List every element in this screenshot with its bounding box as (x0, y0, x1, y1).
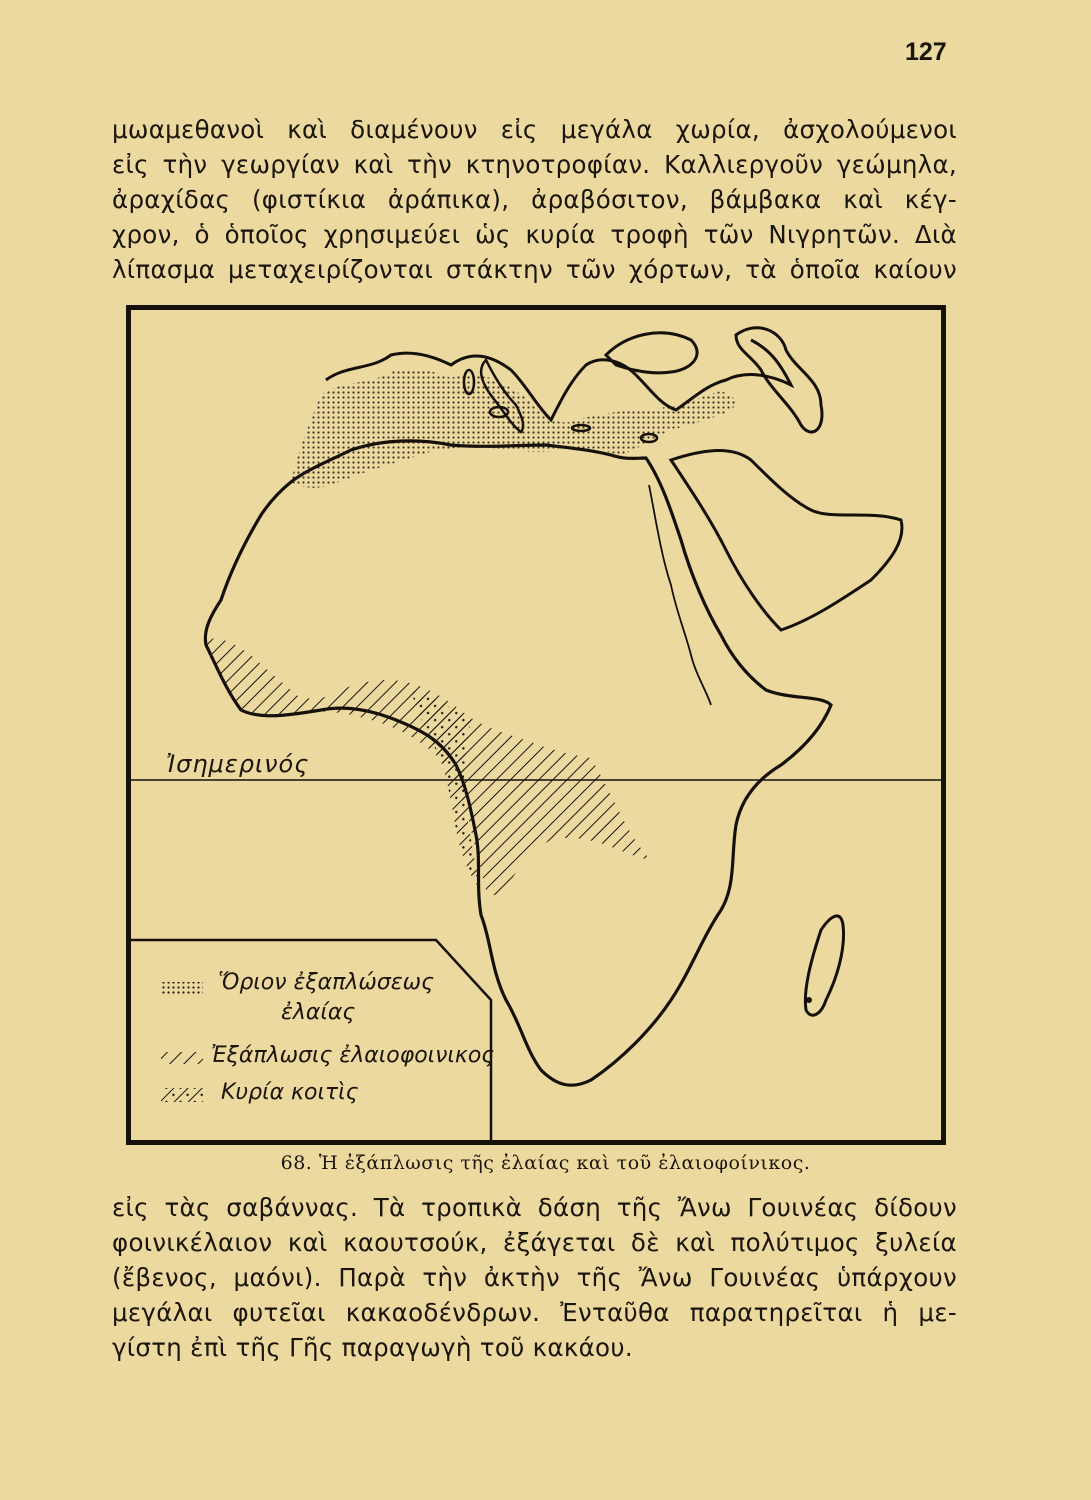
figure-caption: 68. Ἡ ἐξάπλωσις τῆς ἐλαίας καὶ τοῦ ἐλαιοφοίνικος. (280, 1152, 811, 1174)
legend-oil-palm: Ἐξάπλωσις ἐλαιοφοινικος (211, 1043, 495, 1068)
legend-main-habitat: Κυρία κοιτὶς (221, 1080, 359, 1105)
page-number: 127 (905, 38, 947, 66)
black-sea (606, 333, 697, 373)
legend-olive-limit-line1: Ὅριον ἐξαπλώσεως (218, 970, 435, 995)
text-line: γίστη ἐπὶ τῆς Γῆς παραγωγὴ τοῦ κακάου. (112, 1333, 633, 1362)
text-line: ἀραχίδας (φιστίκια ἀράπικα), ἀραβόσιτον, βάμβακα καὶ κέγ- (112, 185, 957, 214)
text-line: μεγάλαι φυτεῖαι κακαοδένδρων. Ἐνταῦθα παρατηρεῖται ἡ με- (112, 1298, 957, 1327)
text-line: χρον, ὁ ὁποῖος χρησιμεύει ὡς κυρία τροφὴ τῶν Νιγρητῶν. Διὰ (112, 220, 957, 249)
text-line: εἰς τὰς σαβάννας. Τὰ τροπικὰ δάση τῆς Ἄνω Γουινέας δίδουν (112, 1193, 957, 1222)
text-line: λίπασμα μεταχειρίζονται στάκτην τῶν χόρτων, τὰ ὁποῖα καίουν (112, 255, 957, 284)
legend-swatch-dots (161, 982, 203, 996)
equator-label: Ἰσημερινός (166, 750, 310, 778)
map-figure (126, 305, 946, 1145)
text-line: μωαμεθανοὶ καὶ διαμένουν εἰς μεγάλα χωρία, ἀσχολούμενοι (112, 115, 957, 144)
text-line: εἰς τὴν γεωργίαν καὶ τὴν κτηνοτροφίαν. Καλλιεργοῦν γεώμηλα, (112, 150, 957, 179)
olive-limit-area (291, 369, 735, 488)
top-paragraph (112, 112, 957, 287)
legend-olive-limit-line2: ἐλαίας (281, 1000, 356, 1025)
bottom-paragraph (112, 1190, 957, 1365)
legend-swatch-hatchdots (161, 1088, 203, 1102)
legend-swatch-hatch (161, 1052, 203, 1064)
africa-map (131, 310, 941, 1140)
text-line: φοινικέλαιον καὶ καουτσούκ, ἐξάγεται δὲ καὶ πολύτιμος ξυλεία (112, 1228, 957, 1257)
text-line: (ἔβενος, μαόνι). Παρὰ τὴν ἀκτὴν τῆς Ἄνω Γουινέας ὑπάρχουν (112, 1263, 957, 1292)
